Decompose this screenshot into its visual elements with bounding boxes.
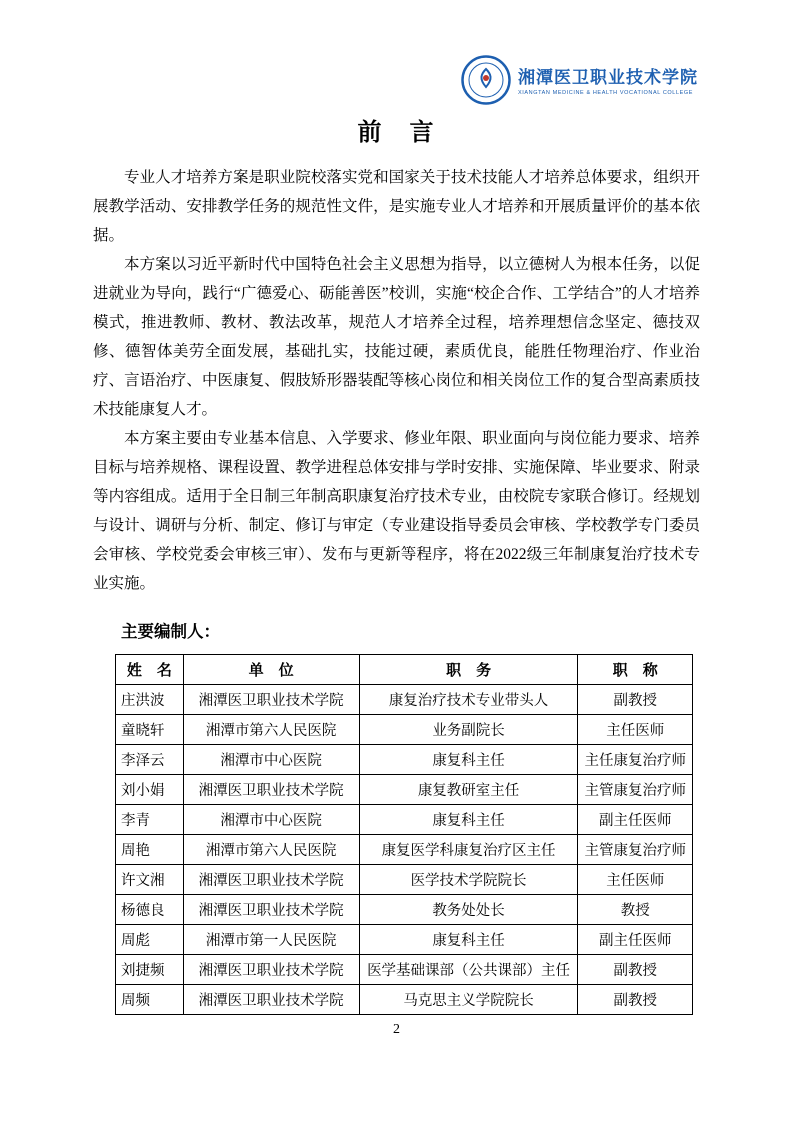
table-cell: 康复科主任	[359, 925, 578, 955]
header-cell-title: 职 称	[578, 655, 693, 685]
table-cell: 教务处处长	[359, 895, 578, 925]
table-cell: 许文湘	[116, 865, 184, 895]
body-paragraph-2: 本方案以习近平新时代中国特色社会主义思想为指导，以立德树人为根本任务，以促进就业为导向，践行“广德爱心、砺能善医”校训，实施“校企合作、工学结合”的人才培养模式，推进教师、教材、教法改革，规范人才培养全过程，培养理想信念坚定、德技双修、德智体美劳全面发展，基础扎实，技能过硬，素质优良，能胜任物理治疗、作业治疗、言语治疗、中医康复、假肢矫形器装配等核心岗位和相关岗位工作的复合型高素质技术技能康复人才。	[93, 256, 700, 418]
table-cell: 主任医师	[578, 865, 693, 895]
table-row	[116, 985, 693, 1015]
table-cell: 教授	[578, 895, 693, 925]
table-row	[116, 805, 693, 835]
table-cell: 康复医学科康复治疗区主任	[359, 835, 578, 865]
table-cell: 湘潭市第一人民医院	[183, 925, 359, 955]
table-cell: 康复教研室主任	[359, 775, 578, 805]
preface-body	[93, 163, 700, 598]
table-cell: 湘潭医卫职业技术学院	[183, 685, 359, 715]
college-name-en: XIANGTAN MEDICINE & HEALTH VOCATIONAL COLLEGE	[518, 89, 694, 96]
body-paragraph-3: 本方案主要由专业基本信息、入学要求、修业年限、职业面向与岗位能力要求、培养目标与培养规格、课程设置、教学进程总体安排与学时安排、实施保障、毕业要求、附录等内容组成。适用于全日制三年制高职康复治疗技术专业，由校院专家联合修订。经规划与设计、调研与分析、制定、修订与审定（专业建设指导委员会审核、学校教学专门委员会审核、学校党委会审核三审）、发布与更新等程序，将在2022级三年制康复治疗技术专业实施。	[93, 430, 700, 592]
table-cell: 业务副院长	[359, 715, 578, 745]
table-cell: 刘捷频	[116, 955, 184, 985]
table-cell: 主任医师	[578, 715, 693, 745]
table-cell: 湘潭医卫职业技术学院	[183, 955, 359, 985]
table-cell: 马克思主义学院院长	[359, 985, 578, 1015]
college-name-cn: 湘潭医卫职业技术学院	[518, 68, 698, 88]
table-cell: 李青	[116, 805, 184, 835]
table-row	[116, 715, 693, 745]
table-cell: 湘潭市中心医院	[183, 745, 359, 775]
table-cell: 童晓轩	[116, 715, 184, 745]
page-number: 2	[393, 1022, 400, 1037]
table-cell: 湘潭医卫职业技术学院	[183, 775, 359, 805]
table-cell: 湘潭市第六人民医院	[183, 835, 359, 865]
table-cell: 副主任医师	[578, 805, 693, 835]
table-cell: 刘小娟	[116, 775, 184, 805]
table-cell: 庄洪波	[116, 685, 184, 715]
table-row	[116, 925, 693, 955]
table-row	[116, 895, 693, 925]
table-cell: 康复治疗技术专业带头人	[359, 685, 578, 715]
header-cell-position: 职 务	[359, 655, 578, 685]
table-cell: 周艳	[116, 835, 184, 865]
compilers-table	[115, 654, 693, 1015]
header-cell-unit: 单 位	[183, 655, 359, 685]
page-title: 前 言	[357, 119, 436, 146]
table-cell: 湘潭医卫职业技术学院	[183, 985, 359, 1015]
table-row	[116, 835, 693, 865]
table-cell: 湘潭医卫职业技术学院	[183, 865, 359, 895]
table-cell: 副教授	[578, 985, 693, 1015]
table-cell: 主管康复治疗师	[578, 835, 693, 865]
college-logo	[461, 55, 698, 110]
table-cell: 医学技术学院院长	[359, 865, 578, 895]
table-cell: 康复科主任	[359, 805, 578, 835]
table-cell: 李泽云	[116, 745, 184, 775]
table-cell: 湘潭医卫职业技术学院	[183, 895, 359, 925]
table-cell: 医学基础课部（公共课部）主任	[359, 955, 578, 985]
table-cell: 副教授	[578, 955, 693, 985]
table-cell: 周频	[116, 985, 184, 1015]
table-header-row	[116, 655, 693, 685]
college-logo-text	[518, 69, 698, 96]
table-cell: 主管康复治疗师	[578, 775, 693, 805]
table-cell: 副教授	[578, 685, 693, 715]
table-row	[116, 955, 693, 985]
table-row	[116, 745, 693, 775]
table-cell: 副主任医师	[578, 925, 693, 955]
table-row	[116, 685, 693, 715]
compilers-heading: 主要编制人：	[121, 623, 220, 641]
table-row	[116, 865, 693, 895]
table-cell: 杨德良	[116, 895, 184, 925]
table-cell: 湘潭市第六人民医院	[183, 715, 359, 745]
table-row	[116, 775, 693, 805]
header-cell-name: 姓 名	[116, 655, 184, 685]
table-cell: 湘潭市中心医院	[183, 805, 359, 835]
table-cell: 主任康复治疗师	[578, 745, 693, 775]
college-emblem-icon	[461, 55, 511, 110]
table-cell: 康复科主任	[359, 745, 578, 775]
body-paragraph-1: 专业人才培养方案是职业院校落实党和国家关于技术技能人才培养总体要求，组织开展教学活动、安排教学任务的规范性文件，是实施专业人才培养和开展质量评价的基本依据。	[93, 169, 700, 244]
table-cell: 周彪	[116, 925, 184, 955]
